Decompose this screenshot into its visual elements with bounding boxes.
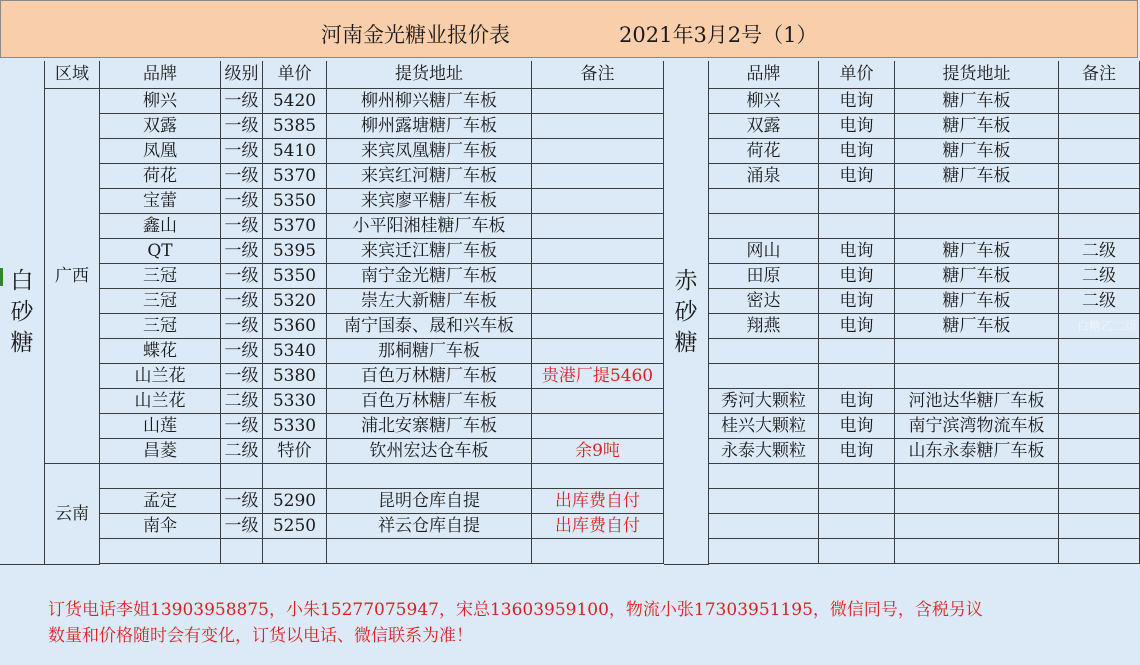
note-cell — [532, 314, 664, 339]
red-price-cell: 电询 — [819, 264, 895, 289]
brand-cell: 三冠 — [100, 289, 221, 314]
footer-notes — [0, 565, 1140, 665]
red-note-cell — [1059, 114, 1140, 139]
red-note-cell — [1059, 189, 1140, 214]
price-cell — [263, 464, 327, 489]
title-bar — [0, 0, 1138, 58]
red-address-cell: 糖厂车板 — [895, 289, 1059, 314]
note-cell — [532, 114, 664, 139]
white-sugar-category — [0, 61, 45, 565]
red-brand-cell: 永泰大颗粒 — [709, 439, 819, 464]
red-price-cell: 电询 — [819, 389, 895, 414]
red-address-cell — [895, 214, 1059, 239]
note-cell — [532, 214, 664, 239]
red-sugar-category-char: 砂 — [674, 298, 698, 325]
red-price-cell — [819, 189, 895, 214]
brand-cell — [100, 539, 221, 564]
grade-cell: 一级 — [221, 314, 263, 339]
red-brand-cell: 翔燕 — [709, 314, 819, 339]
red-note-cell — [1059, 414, 1140, 439]
red-address-cell: 糖厂车板 — [895, 164, 1059, 189]
note-cell — [532, 339, 664, 364]
red-sugar-category — [664, 61, 709, 565]
price-cell: 特价 — [263, 439, 327, 464]
red-note-cell — [1059, 439, 1140, 464]
red-address-cell — [895, 339, 1059, 364]
brand-cell: 南伞 — [100, 514, 221, 539]
brand-cell: 昌菱 — [100, 439, 221, 464]
brand-cell: QT — [100, 239, 221, 264]
address-cell — [327, 539, 532, 564]
note-cell — [532, 289, 664, 314]
grade-cell — [221, 464, 263, 489]
address-cell — [327, 464, 532, 489]
grade-cell: 一级 — [221, 139, 263, 164]
red-brand-cell: 双露 — [709, 114, 819, 139]
white-sugar-category-char: 糖 — [10, 330, 34, 357]
price-cell — [263, 539, 327, 564]
header-region: 区域 — [45, 61, 100, 89]
price-cell: 5385 — [263, 114, 327, 139]
price-cell: 5330 — [263, 389, 327, 414]
brand-cell: 山莲 — [100, 414, 221, 439]
red-price-cell: 电询 — [819, 139, 895, 164]
grade-cell: 一级 — [221, 514, 263, 539]
header-red-address: 提货地址 — [895, 61, 1059, 89]
contact-line: 订货电话李姐13903958875，小朱15277075947，宋总13603959100，物流小张17303951195，微信同号，含税另议 — [48, 600, 983, 620]
red-brand-cell: 荷花 — [709, 139, 819, 164]
red-note-cell: 二级 — [1059, 264, 1140, 289]
red-brand-cell: 密达 — [709, 289, 819, 314]
price-cell: 5290 — [263, 489, 327, 514]
red-note-cell: 二级 — [1059, 239, 1140, 264]
grade-cell: 一级 — [221, 264, 263, 289]
grade-cell — [221, 539, 263, 564]
red-price-cell — [819, 214, 895, 239]
red-sugar-category-char: 糖 — [674, 330, 698, 357]
red-price-cell — [819, 464, 895, 489]
brand-cell — [100, 464, 221, 489]
header-red-brand: 品牌 — [709, 61, 819, 89]
grade-cell: 一级 — [221, 189, 263, 214]
address-cell: 柳州柳兴糖厂车板 — [327, 89, 532, 114]
red-note-cell — [1059, 464, 1140, 489]
brand-cell: 凤凰 — [100, 139, 221, 164]
note-cell — [532, 239, 664, 264]
white-sugar-category-char: 白 — [10, 267, 34, 294]
red-brand-cell — [709, 364, 819, 389]
red-brand-cell: 秀河大颗粒 — [709, 389, 819, 414]
red-note-cell: 白糖乙二级 — [1059, 314, 1140, 339]
red-brand-cell — [709, 214, 819, 239]
grade-cell: 一级 — [221, 339, 263, 364]
red-address-cell — [895, 514, 1059, 539]
address-cell: 来宾红河糖厂车板 — [327, 164, 532, 189]
header-red-note: 备注 — [1059, 61, 1140, 89]
grade-cell: 一级 — [221, 289, 263, 314]
price-cell: 5340 — [263, 339, 327, 364]
address-cell: 钦州宏达仓车板 — [327, 439, 532, 464]
red-price-cell — [819, 489, 895, 514]
header-note: 备注 — [532, 61, 664, 89]
price-cell: 5380 — [263, 364, 327, 389]
red-price-cell: 电询 — [819, 164, 895, 189]
address-cell: 南宁国泰、晟和兴车板 — [327, 314, 532, 339]
address-cell: 来宾廖平糖厂车板 — [327, 189, 532, 214]
disclaimer-line: 数量和价格随时会有变化，订货以电话、微信联系为准！ — [48, 626, 473, 646]
note-cell — [532, 539, 664, 564]
price-cell: 5320 — [263, 289, 327, 314]
note-cell — [532, 164, 664, 189]
brand-cell: 山兰花 — [100, 364, 221, 389]
red-note-cell — [1059, 514, 1140, 539]
note-cell: 贵港厂提5460 — [532, 364, 664, 389]
header-brand: 品牌 — [100, 61, 221, 89]
header-red-price: 单价 — [819, 61, 895, 89]
address-cell: 祥云仓库自提 — [327, 514, 532, 539]
note-cell: 出库费自付 — [532, 514, 664, 539]
address-cell: 百色万林糖厂车板 — [327, 389, 532, 414]
red-address-cell: 糖厂车板 — [895, 89, 1059, 114]
red-address-cell: 糖厂车板 — [895, 139, 1059, 164]
note-cell: 出库费自付 — [532, 489, 664, 514]
red-address-cell: 河池达华糖厂车板 — [895, 389, 1059, 414]
white-sugar-category-char: 砂 — [10, 298, 34, 325]
red-price-cell — [819, 539, 895, 564]
red-note-cell: 二级 — [1059, 289, 1140, 314]
brand-cell: 宝蕾 — [100, 189, 221, 214]
brand-cell: 鑫山 — [100, 214, 221, 239]
address-cell: 南宁金光糖厂车板 — [327, 264, 532, 289]
red-price-cell: 电询 — [819, 439, 895, 464]
red-note-cell — [1059, 139, 1140, 164]
red-brand-cell — [709, 514, 819, 539]
brand-cell: 孟定 — [100, 489, 221, 514]
header-grade: 级别 — [221, 61, 263, 89]
address-cell: 崇左大新糖厂车板 — [327, 289, 532, 314]
red-price-cell: 电询 — [819, 414, 895, 439]
address-cell: 柳州露塘糖厂车板 — [327, 114, 532, 139]
red-address-cell — [895, 539, 1059, 564]
brand-cell: 三冠 — [100, 264, 221, 289]
address-cell: 小平阳湘桂糖厂车板 — [327, 214, 532, 239]
note-cell — [532, 89, 664, 114]
red-address-cell: 南宁滨湾物流车板 — [895, 414, 1059, 439]
brand-cell: 柳兴 — [100, 89, 221, 114]
brand-cell: 蝶花 — [100, 339, 221, 364]
red-note-cell — [1059, 539, 1140, 564]
red-address-cell: 糖厂车板 — [895, 314, 1059, 339]
grade-cell: 一级 — [221, 414, 263, 439]
brand-cell: 双露 — [100, 114, 221, 139]
grade-cell: 二级 — [221, 389, 263, 414]
grade-cell: 一级 — [221, 239, 263, 264]
red-price-cell: 电询 — [819, 114, 895, 139]
red-price-cell — [819, 339, 895, 364]
note-cell: 余9吨 — [532, 439, 664, 464]
price-cell: 5350 — [263, 264, 327, 289]
red-brand-cell: 田原 — [709, 264, 819, 289]
red-brand-cell: 柳兴 — [709, 89, 819, 114]
note-cell — [532, 189, 664, 214]
red-note-cell — [1059, 89, 1140, 114]
red-address-cell — [895, 464, 1059, 489]
price-cell: 5420 — [263, 89, 327, 114]
note-cell — [532, 139, 664, 164]
red-brand-cell — [709, 489, 819, 514]
note-cell — [532, 414, 664, 439]
sheet-date: 2021年3月2号（1） — [619, 23, 818, 47]
price-cell: 5370 — [263, 214, 327, 239]
address-cell: 来宾迁江糖厂车板 — [327, 239, 532, 264]
price-cell: 5395 — [263, 239, 327, 264]
grade-cell: 一级 — [221, 89, 263, 114]
red-address-cell — [895, 364, 1059, 389]
red-brand-cell: 涌泉 — [709, 164, 819, 189]
grade-cell: 一级 — [221, 164, 263, 189]
red-address-cell — [895, 489, 1059, 514]
brand-cell: 荷花 — [100, 164, 221, 189]
red-price-cell: 电询 — [819, 239, 895, 264]
note-cell — [532, 264, 664, 289]
red-brand-cell — [709, 539, 819, 564]
address-cell: 昆明仓库自提 — [327, 489, 532, 514]
red-address-cell: 山东永泰糖厂车板 — [895, 439, 1059, 464]
red-note-cell — [1059, 364, 1140, 389]
red-note-cell — [1059, 214, 1140, 239]
red-address-cell — [895, 189, 1059, 214]
region-guangxi: 广西 — [45, 89, 100, 464]
price-cell: 5330 — [263, 414, 327, 439]
red-note-cell — [1059, 339, 1140, 364]
red-brand-cell: 桂兴大颗粒 — [709, 414, 819, 439]
red-brand-cell: 网山 — [709, 239, 819, 264]
red-price-cell: 电询 — [819, 89, 895, 114]
grade-cell: 一级 — [221, 489, 263, 514]
grade-cell: 一级 — [221, 214, 263, 239]
price-cell: 5370 — [263, 164, 327, 189]
red-address-cell: 糖厂车板 — [895, 239, 1059, 264]
grade-cell: 一级 — [221, 114, 263, 139]
red-price-cell: 电询 — [819, 289, 895, 314]
price-cell: 5350 — [263, 189, 327, 214]
note-cell — [532, 464, 664, 489]
address-cell: 浦北安寨糖厂车板 — [327, 414, 532, 439]
price-cell: 5250 — [263, 514, 327, 539]
red-note-cell — [1059, 164, 1140, 189]
address-cell: 百色万林糖厂车板 — [327, 364, 532, 389]
grade-cell: 一级 — [221, 364, 263, 389]
red-sugar-category-char: 赤 — [674, 267, 698, 294]
red-brand-cell — [709, 189, 819, 214]
red-address-cell: 糖厂车板 — [895, 264, 1059, 289]
grade-cell: 二级 — [221, 439, 263, 464]
address-cell: 那桐糖厂车板 — [327, 339, 532, 364]
address-cell: 来宾凤凰糖厂车板 — [327, 139, 532, 164]
price-cell: 5410 — [263, 139, 327, 164]
red-note-cell — [1059, 389, 1140, 414]
red-brand-cell — [709, 464, 819, 489]
region-yunnan: 云南 — [45, 464, 100, 565]
red-note-cell — [1059, 489, 1140, 514]
red-price-cell — [819, 364, 895, 389]
header-address: 提货地址 — [327, 61, 532, 89]
sheet-title: 河南金光糖业报价表 — [321, 23, 510, 47]
red-brand-cell — [709, 339, 819, 364]
price-cell: 5360 — [263, 314, 327, 339]
red-price-cell: 电询 — [819, 314, 895, 339]
red-price-cell — [819, 514, 895, 539]
note-cell — [532, 389, 664, 414]
header-price: 单价 — [263, 61, 327, 89]
red-address-cell: 糖厂车板 — [895, 114, 1059, 139]
brand-cell: 三冠 — [100, 314, 221, 339]
brand-cell: 山兰花 — [100, 389, 221, 414]
